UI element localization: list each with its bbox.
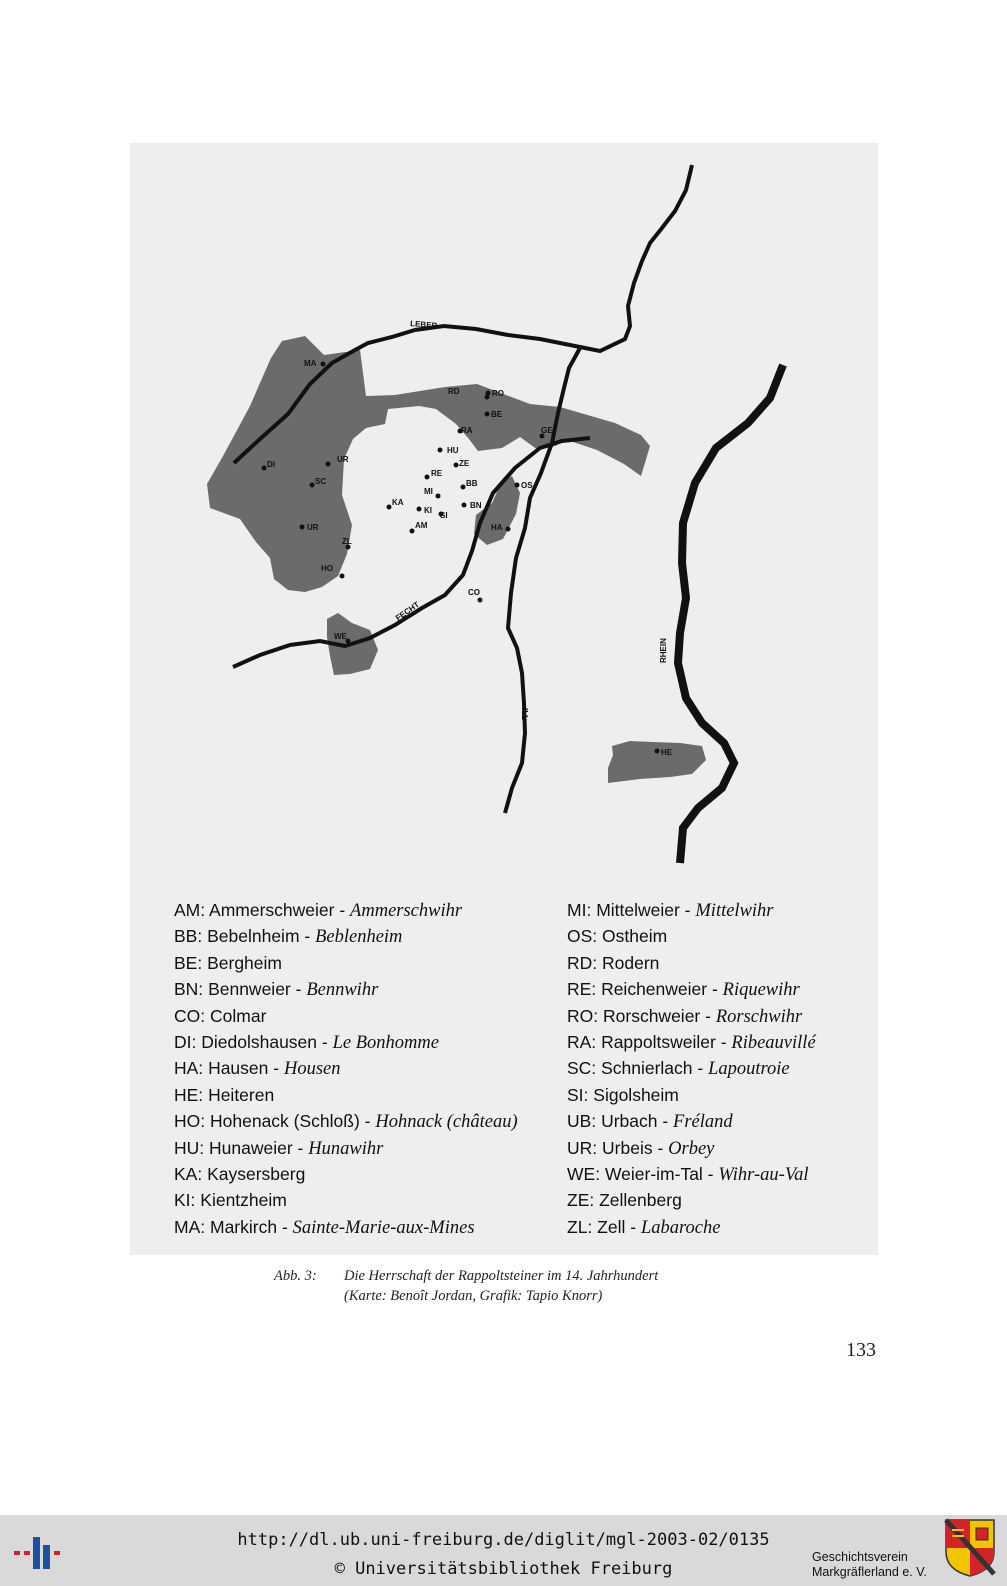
footer-url-link[interactable]: http://dl.ub.uni-freiburg.de/diglit/mgl-2003-02/0135 xyxy=(237,1530,770,1550)
place-label: WE xyxy=(334,632,347,641)
place-label: UR xyxy=(307,523,319,532)
place-label: ZL xyxy=(342,537,352,546)
place-label: HO xyxy=(321,564,333,573)
legend-row: SI: Sigolsheim xyxy=(567,1084,679,1105)
place-label: MA xyxy=(304,359,317,368)
place-label: RA xyxy=(461,426,473,435)
place-label: RO xyxy=(492,389,504,398)
river-label-rhein: RHEIN xyxy=(659,638,668,663)
place-label: KI xyxy=(424,506,432,515)
river-rhein xyxy=(678,365,783,863)
legend-row: RO: Rorschweier - Rorschwihr xyxy=(567,1005,803,1027)
place-label: RD xyxy=(448,387,460,396)
legend-row: BN: Bennweier - Bennwihr xyxy=(174,979,379,1001)
place-label: SI xyxy=(440,511,448,520)
place-label: KA xyxy=(392,498,404,507)
territory-heiteren xyxy=(608,741,706,783)
place-label: CO xyxy=(468,588,480,597)
river-label-leber: LEBER xyxy=(409,319,438,331)
legend-row: ZL: Zell - Labaroche xyxy=(567,1216,721,1238)
legend-row: CO: Colmar xyxy=(174,1005,267,1026)
place-label: DI xyxy=(267,460,275,469)
society-line-2: Markgräflerland e. V. xyxy=(812,1565,927,1579)
society-name xyxy=(812,1550,927,1580)
caption-number: Abb. 3: xyxy=(274,1268,317,1284)
legend-row: RE: Reichenweier - Riquewihr xyxy=(567,979,800,1001)
river-label-ill: ILL xyxy=(520,708,529,720)
place-label: HU xyxy=(447,446,459,455)
figure xyxy=(130,143,878,1255)
legend-row: MI: Mittelweier - Mittelwihr xyxy=(567,900,774,921)
legend-row: UB: Urbach - Fréland xyxy=(567,1111,733,1133)
legend-right xyxy=(567,898,816,1241)
place-label: GE xyxy=(541,426,553,435)
legend-row: AM: Ammerschweier - Ammerschwihr xyxy=(174,900,463,921)
legend-row: BB: Bebelnheim - Beblenheim xyxy=(174,926,403,948)
society-line-1: Geschichtsverein xyxy=(812,1550,908,1564)
footer-copyright: © Universitätsbibliothek Freiburg xyxy=(334,1559,673,1579)
place-label: HE xyxy=(661,748,673,757)
place-label: BB xyxy=(466,479,478,488)
legend-left xyxy=(174,898,518,1241)
legend-row: HA: Hausen - Housen xyxy=(174,1058,341,1080)
legend-row: RA: Rappoltsweiler - Ribeauvillé xyxy=(567,1032,816,1054)
place-label: MI xyxy=(424,487,433,496)
place-label: HA xyxy=(491,523,503,532)
legend-row: BE: Bergheim xyxy=(174,952,282,973)
legend-row: UR: Urbeis - Orbey xyxy=(567,1137,715,1159)
place-label: BN xyxy=(470,501,482,510)
legend-row: KI: Kientzheim xyxy=(174,1190,287,1211)
place-label: RE xyxy=(431,469,443,478)
figure-caption xyxy=(274,1266,658,1306)
place-label: UR xyxy=(337,455,349,464)
legend-row: HU: Hunaweier - Hunawihr xyxy=(174,1137,384,1159)
legend-row: MA: Markirch - Sainte-Marie-aux-Mines xyxy=(174,1216,475,1238)
place-label: AM xyxy=(415,521,428,530)
legend-row: HE: Heiteren xyxy=(174,1084,275,1105)
legend-row: WE: Weier-im-Tal - Wihr-au-Val xyxy=(567,1164,809,1186)
legend-row: SC: Schnierlach - Lapoutroie xyxy=(567,1058,790,1080)
legend-row: ZE: Zellenberg xyxy=(567,1190,682,1211)
place-label: BE xyxy=(491,410,503,419)
place-label: SC xyxy=(315,477,327,486)
place-label: OS xyxy=(521,481,533,490)
footer-bar xyxy=(0,1515,1007,1586)
caption-title: Die Herrschaft der Rappoltsteiner im 14. Jahrhundert xyxy=(344,1268,659,1284)
page-number: 133 xyxy=(846,1339,876,1361)
legend-row: DI: Diedolshausen - Le Bonhomme xyxy=(174,1032,439,1054)
river-label-fecht: FECHT xyxy=(393,599,421,623)
legend-row: OS: Ostheim xyxy=(567,926,668,947)
legend-row: RD: Rodern xyxy=(567,952,660,973)
territory-map xyxy=(130,143,878,883)
coat-of-arms-icon xyxy=(944,1518,996,1578)
place-label: ZE xyxy=(459,459,470,468)
legend-row: HO: Hohenack (Schloß) - Hohnack (château) xyxy=(174,1111,518,1133)
caption-credit: (Karte: Benoît Jordan, Grafik: Tapio Knorr) xyxy=(344,1288,603,1304)
legend-row: KA: Kaysersberg xyxy=(174,1164,306,1185)
